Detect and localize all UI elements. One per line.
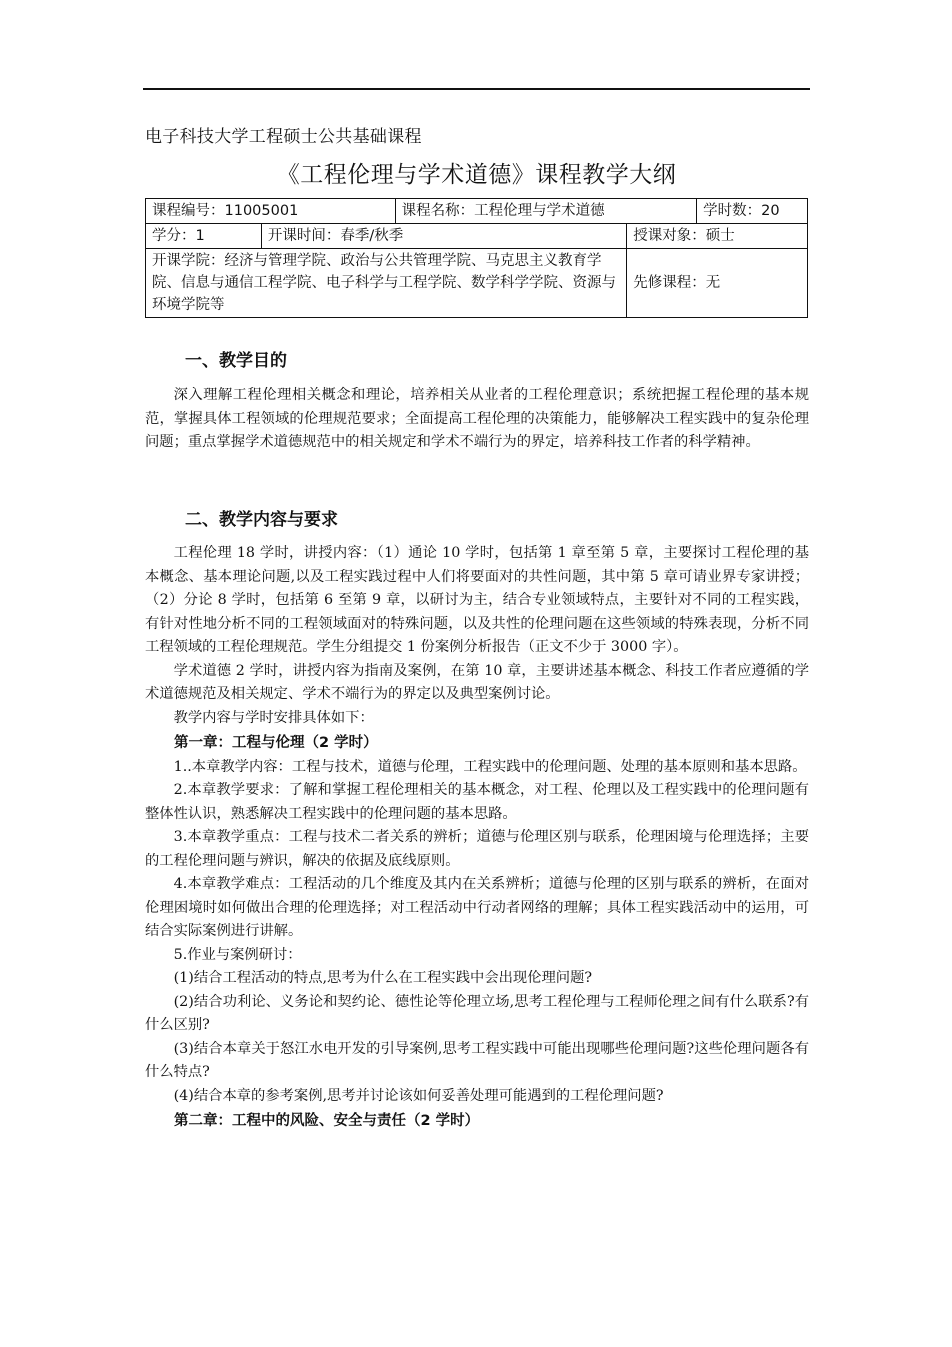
section-2-heading: 二、教学内容与要求: [185, 510, 338, 530]
hours-cell: 学时数：20: [697, 199, 808, 224]
section-2-paragraph: 学术道德 2 学时，讲授内容为指南及案例，在第 10 章，主要讲述基本概念、科技工作者应遵循的学术道德规范及相关规定、学术不端行为的界定以及典型案例讨论。: [145, 662, 809, 702]
chapter-1-item: (4)结合本章的参考案例,思考并讨论该如何妥善处理可能遇到的工程伦理问题?: [173, 1087, 664, 1104]
section-2-paragraph: 工程伦理 18 学时，讲授内容：（1）通论 10 学时，包括第 1 章至第 5 章，主要探讨工程伦理的基本概念、基本理论问题,以及工程实践过程中人们将要面对的共性问题，其中第 5 章可请业界专家讲授；（2）分论 8 学时，包括第 6 至第 9 章，以研讨为主，结合专业领域特点，主要针对不同的工程实践，有针对性地分析不同的工程领域面对的特殊问题，以及共性的伦理问题在这些领域的特殊表现，分析不同工程领域的工程伦理规范。学生分组提交 1 份案例分析报告（正文不少于 3000 字）。: [145, 545, 809, 655]
top-rule: [143, 88, 810, 90]
section-2-paragraph: 教学内容与学时安排具体如下：: [173, 709, 374, 726]
section-1-heading: 一、教学目的: [185, 351, 287, 371]
chapter-1-item: 3.本章教学重点：工程与技术二者关系的辨析；道德与伦理区别与联系，伦理困境与伦理选择；主要的工程伦理问题与辨识，解决的依据及底线原则。: [145, 829, 809, 869]
chapter-2-heading: 第二章：工程中的风险、安全与责任（2 学时）: [174, 1113, 480, 1129]
course-name-cell: 课程名称：工程伦理与学术道德: [395, 199, 696, 224]
prerequisite-cell: 先修课程：无: [627, 249, 808, 318]
chapter-1-item: 2.本章教学要求：了解和掌握工程伦理相关的基本概念，对工程、伦理以及工程实践中的伦理问题有整体性认识，熟悉解决工程实践中的伦理问题的基本思路。: [145, 782, 809, 822]
audience-cell: 授课对象：硕士: [627, 224, 808, 249]
chapter-1-item: (1)结合工程活动的特点,思考为什么在工程实践中会出现伦理问题?: [173, 970, 593, 986]
chapter-1-heading: 第一章：工程与伦理（2 学时）: [174, 735, 378, 751]
page-subtitle: 电子科技大学工程硕士公共基础课程: [145, 127, 422, 147]
chapter-1-item: (2)结合功利论、义务论和契约论、德性论等伦理立场,思考工程伦理与工程师伦理之间有什么联系?有什么区别?: [145, 993, 809, 1033]
page-title: 《工程伦理与学术道德》课程教学大纲: [276, 162, 677, 188]
chapter-1-item: (3)结合本章关于怒江水电开发的引导案例,思考工程实践中可能出现哪些伦理问题?这些伦理问题各有什么特点?: [145, 1040, 809, 1080]
schools-cell: 开课学院：经济与管理学院、政治与公共管理学院、马克思主义教育学院、信息与通信工程学院、电子科学与工程学院、数学科学学院、资源与环境学院等: [146, 249, 627, 318]
section-1-body: [145, 384, 809, 455]
course-number-cell: 课程编号：11005001: [146, 199, 396, 224]
section-1-paragraph: 深入理解工程伦理相关概念和理论，培养相关从业者的工程伦理意识；系统把握工程伦理的基本规范，掌握具体工程领域的伦理规范要求；全面提高工程伦理的决策能力，能够解决工程实践中的复杂伦理问题；重点掌握学术道德规范中的相关规定和学术不端行为的界定，培养科技工作者的科学精神。: [145, 387, 809, 450]
chapter-1-item: 5.作业与案例研讨：: [173, 946, 302, 963]
chapter-1-item: 4.本章教学难点：工程活动的几个维度及其内在关系辨析；道德与伦理的区别与联系的辨析，在面对伦理困境时如何做出合理的伦理选择；对工程活动中行动者网络的理解；具体工程实践活动中的运用，可结合实际案例进行讲解。: [145, 876, 809, 939]
credits-cell: 学分：1: [146, 224, 262, 249]
term-cell: 开课时间：春季/秋季: [261, 224, 626, 249]
section-2-body: [145, 542, 809, 1134]
course-info-table: [145, 198, 808, 318]
chapter-1-item: 1..本章教学内容：工程与技术，道德与伦理，工程实践中的伦理问题、处理的基本原则和基本思路。: [173, 758, 807, 775]
